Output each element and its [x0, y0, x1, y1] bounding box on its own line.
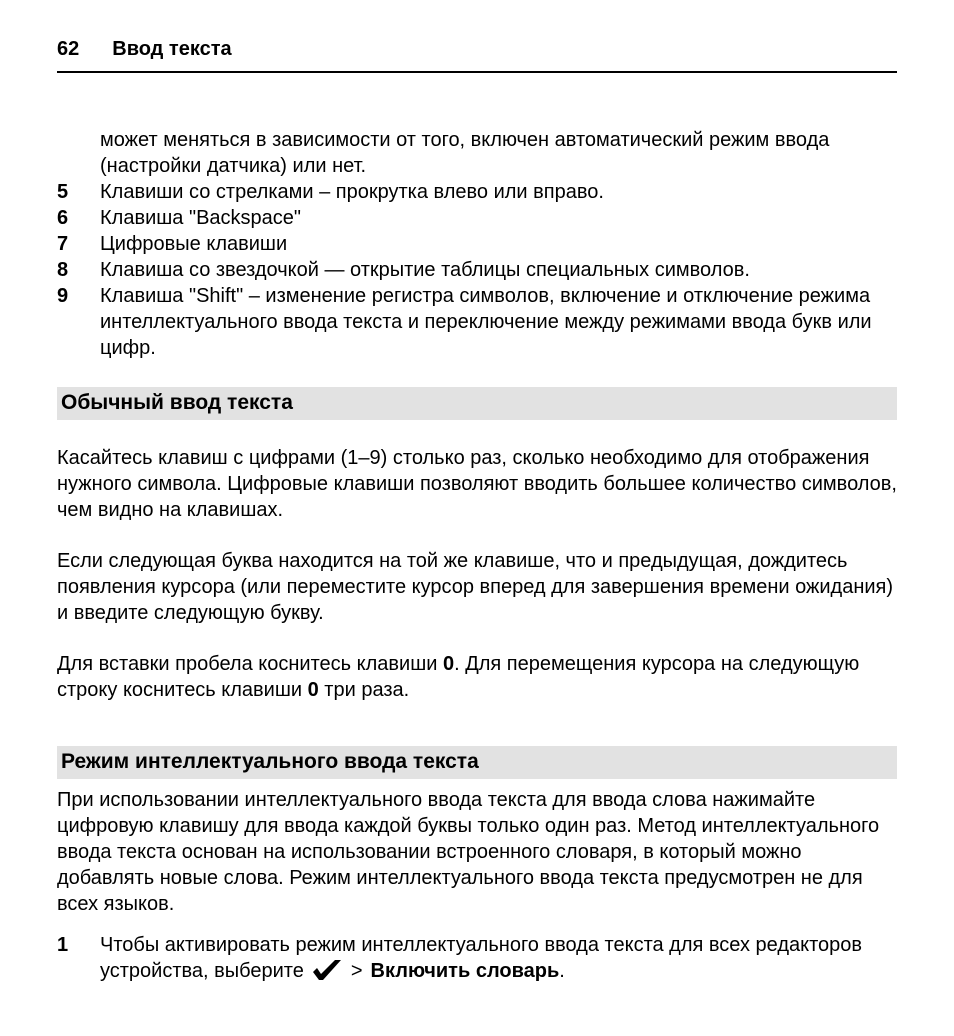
list-item-number: 6	[57, 207, 69, 229]
text-run: Для вставки пробела коснитесь клавиши	[57, 653, 443, 675]
menu-item-enable-dictionary: Включить словарь	[370, 960, 560, 982]
step-list	[57, 932, 897, 984]
key-list	[57, 179, 897, 361]
list-item-continuation: может меняться в зависимости от того, включен автоматический режим ввода (настройки датчика) или нет.	[100, 129, 830, 177]
step-number: 1	[57, 934, 69, 956]
list-item-number: 9	[57, 285, 69, 307]
paragraph: При использовании интеллектуального ввода текста для ввода слова нажимайте цифровую клавишу для ввода каждой буквы только один раз. Метод интеллектуального ввода текста основан на использовании встроенного словаря, в который можно добавлять новые слова. Режим интеллектуального ввода текста предусмотрен не для всех языков.	[57, 789, 880, 915]
list-item	[57, 205, 897, 231]
step-item	[57, 932, 897, 984]
menu-separator: >	[350, 960, 363, 982]
step-text	[100, 932, 897, 984]
key-label-zero: 0	[307, 679, 319, 701]
text-run: . Для перемещения курсора на следующую строку коснитесь клавиши	[57, 653, 860, 701]
page-number: 62	[57, 38, 80, 60]
paragraph: Касайтесь клавиш с цифрами (1–9) столько раз, сколько необходимо для отображения нужного символа. Цифровые клавиши позволяют вводить большее количество символов, чем видно на клавишах.	[57, 447, 897, 521]
list-item-text: Цифровые клавиши	[100, 233, 288, 255]
list-item	[57, 283, 897, 361]
key-label-zero: 0	[442, 653, 455, 675]
list-item-text: Клавиша "Backspace"	[100, 207, 301, 229]
text-run: Чтобы активировать режим интеллектуального ввода текста для всех редакторов устройства, выберите	[100, 934, 863, 982]
paragraph	[57, 651, 897, 703]
pen-input-icon	[312, 958, 342, 982]
page-title: Ввод текста	[112, 38, 232, 60]
list-item-number: 5	[57, 181, 69, 203]
list-item-number: 8	[57, 259, 69, 281]
list-item-text: Клавиши со стрелками – прокрутка влево или вправо.	[100, 181, 604, 203]
text-run: .	[559, 960, 565, 982]
list-item-text: Клавиша "Shift" – изменение регистра символов, включение и отключение режима интеллектуального ввода текста и переключение между режимами ввода букв или цифр.	[100, 285, 872, 359]
list-item-text: Клавиша со звездочкой — открытие таблицы специальных символов.	[100, 259, 750, 281]
text-run: три раза.	[318, 679, 410, 701]
section-heading-predictive-input: Режим интеллектуального ввода текста	[57, 746, 897, 779]
paragraph: Если следующая буква находится на той же клавише, что и предыдущая, дождитесь появления курсора (или переместите курсор вперед для завершения времени ожидания) и введите следующую букву.	[57, 550, 894, 624]
page-header	[57, 36, 897, 62]
list-item	[57, 179, 897, 205]
header-rule	[57, 71, 897, 73]
list-item-number: 7	[57, 233, 69, 255]
list-item	[57, 231, 897, 257]
section-heading-basic-input: Обычный ввод текста	[57, 387, 897, 420]
list-item	[57, 257, 897, 283]
